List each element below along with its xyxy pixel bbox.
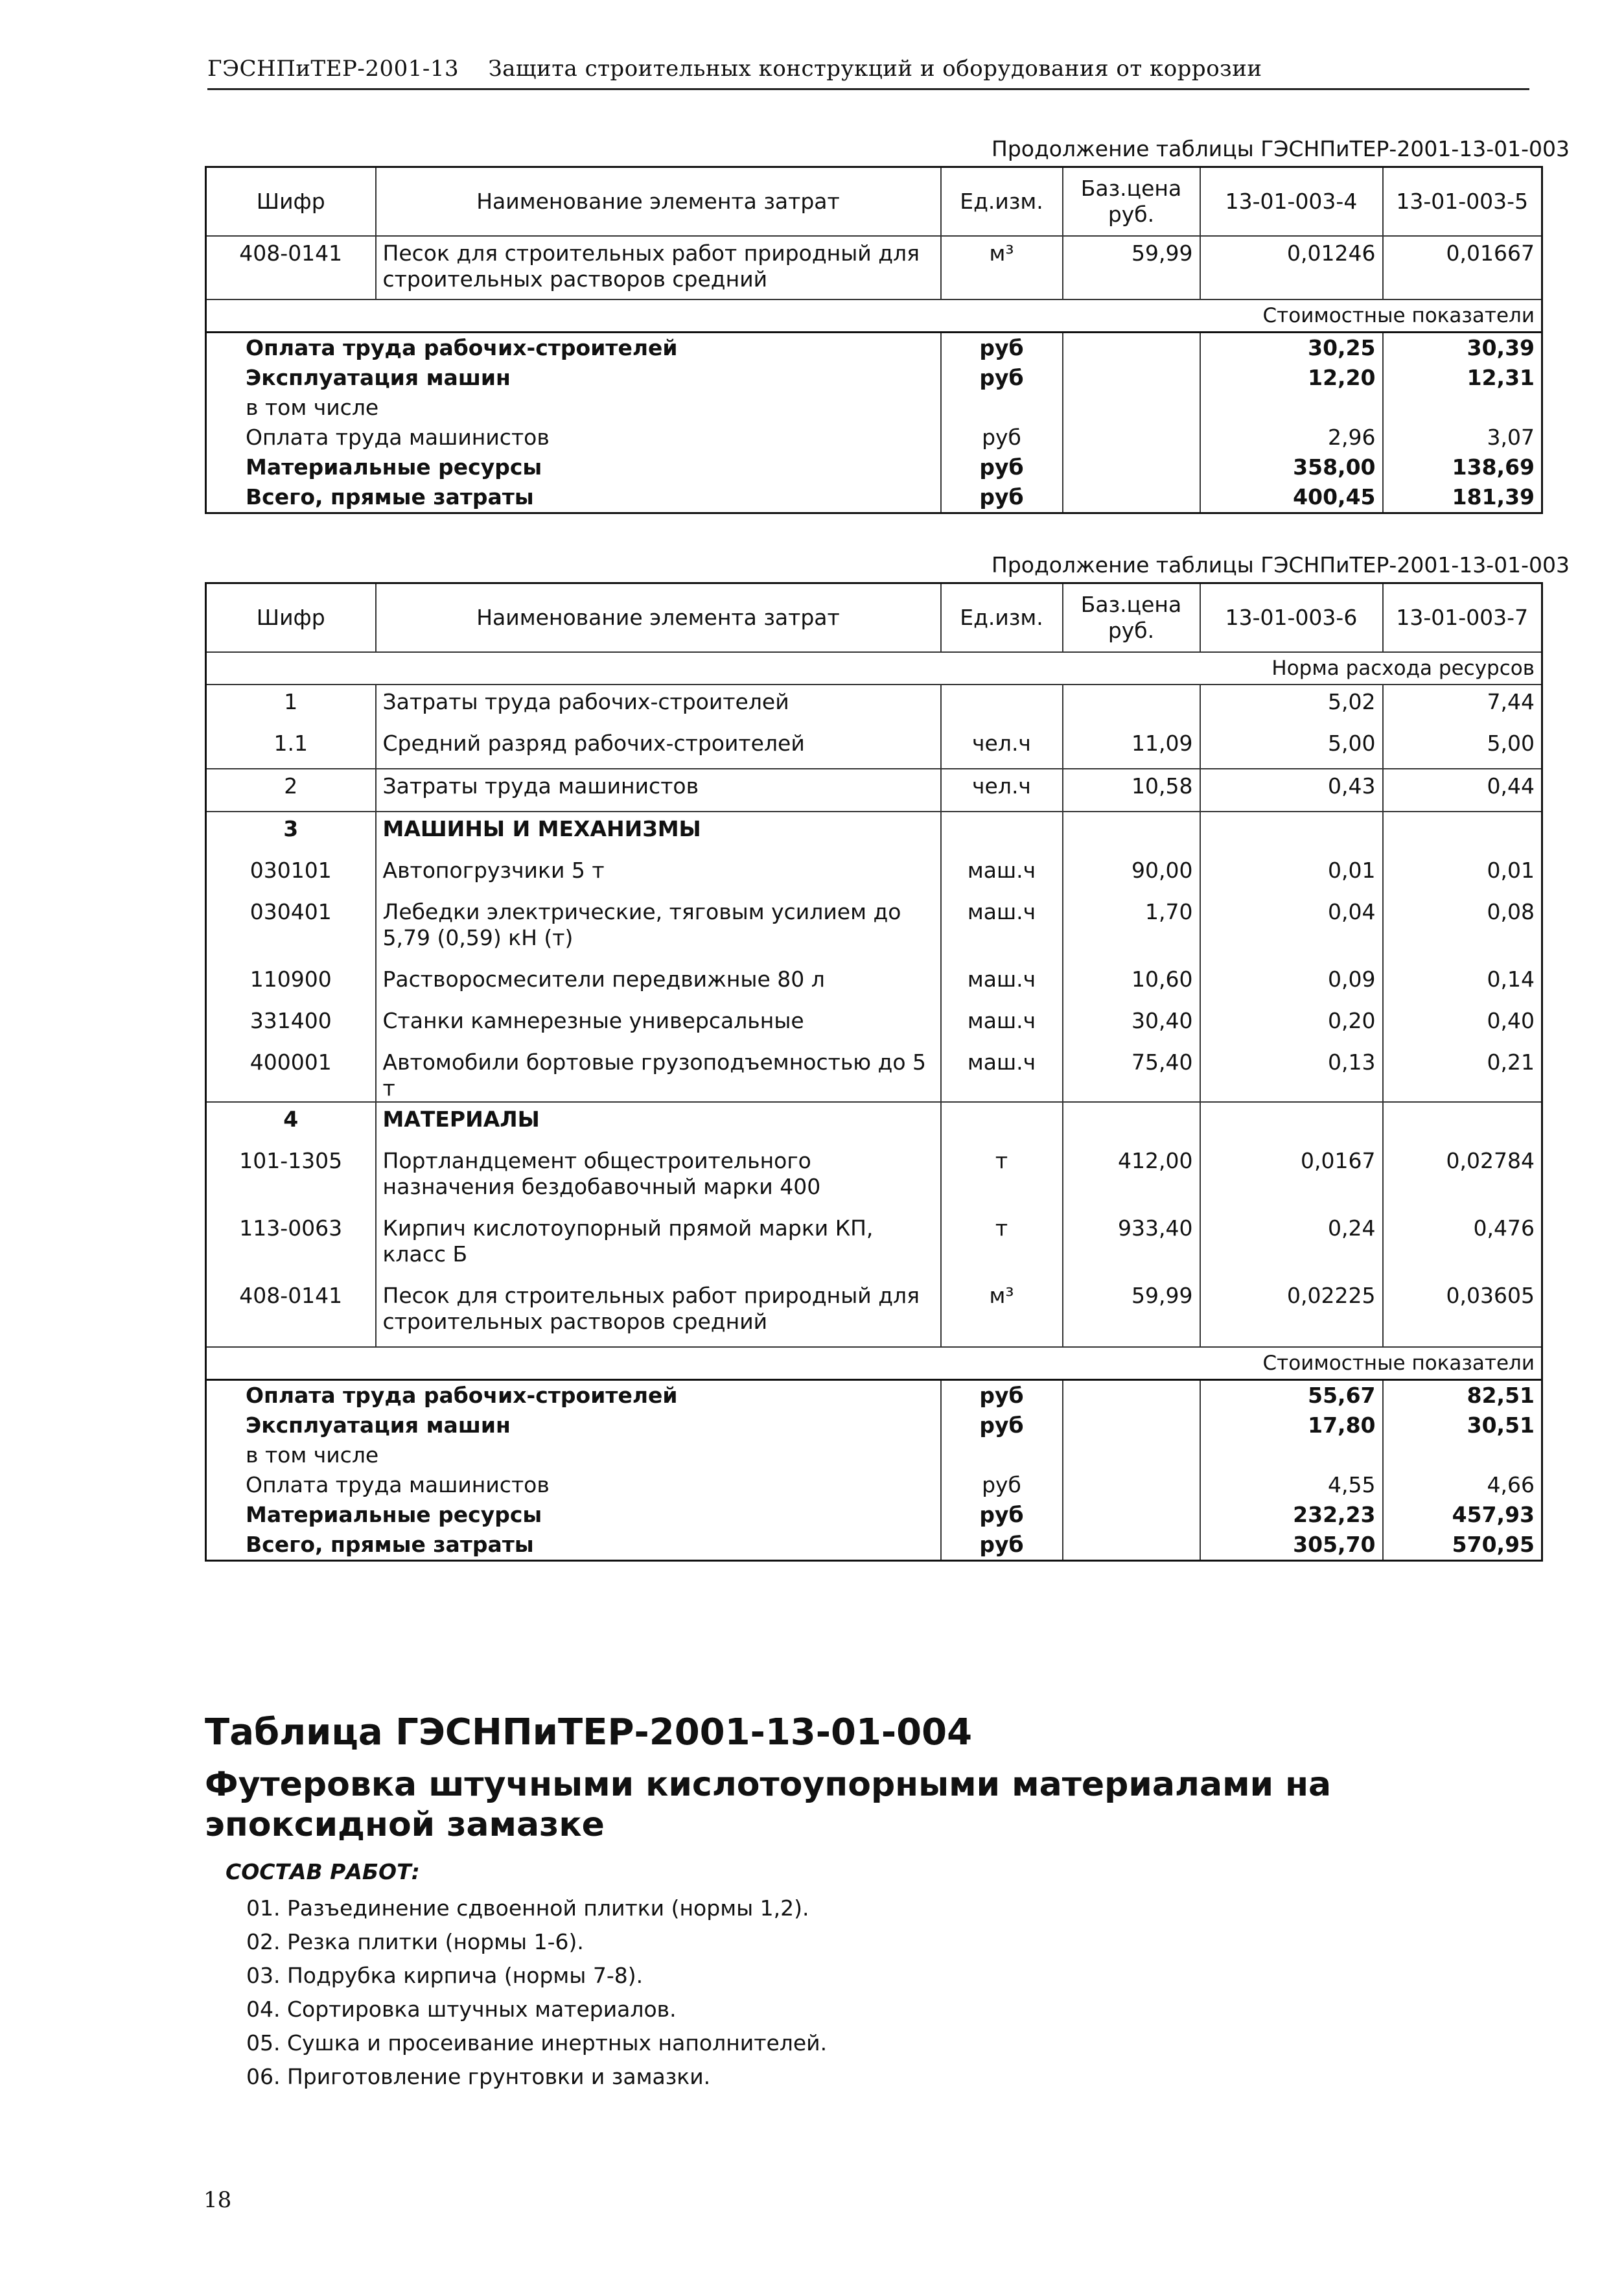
table-row <box>206 236 1542 299</box>
works-item: 03. Подрубка кирпича (нормы 7-8). <box>246 1963 644 1988</box>
cost-value: 181,39 <box>1383 482 1542 513</box>
table-row <box>206 895 1542 963</box>
row-value: 0,01 <box>1487 858 1535 883</box>
row-code: 331400 <box>206 1004 376 1046</box>
cost-value <box>1383 1440 1542 1470</box>
cost-unit <box>941 1440 1063 1470</box>
row-value: 5,02 <box>1200 685 1383 727</box>
row-unit: т <box>941 1212 1063 1279</box>
row-code: 110900 <box>206 963 376 1004</box>
cost-value: 138,69 <box>1383 452 1542 482</box>
cost-name: Всего, прямые затраты <box>206 1530 941 1561</box>
row-value: 0,13 <box>1200 1046 1383 1102</box>
table-row <box>206 963 1542 1004</box>
cost-value <box>1383 393 1542 423</box>
row-code: 400001 <box>206 1046 376 1102</box>
table-row <box>206 1102 1542 1144</box>
row-code: 030101 <box>206 854 376 895</box>
cost-row <box>206 1500 1542 1530</box>
row-name: МАШИНЫ И МЕХАНИЗМЫ <box>376 812 941 854</box>
row-value: 0,08 <box>1487 899 1535 924</box>
cost-value: 2,96 <box>1200 423 1383 452</box>
cost-value: 400,45 <box>1200 482 1383 513</box>
column-header: Шифр <box>206 583 376 653</box>
column-header: Баз.цена руб. <box>1063 167 1200 237</box>
column-header: Баз.цена руб. <box>1063 583 1200 653</box>
table-row <box>206 1279 1542 1347</box>
row-name: Средний разряд рабочих-строителей <box>376 727 941 769</box>
cost-value: 55,67 <box>1200 1380 1383 1411</box>
row-value: 5,00 <box>1487 731 1535 756</box>
cost-row <box>206 482 1542 513</box>
row-value: 0,40 <box>1487 1008 1535 1033</box>
column-header: Ед.изм. <box>941 583 1063 653</box>
row-price: 10,60 <box>1063 963 1200 1004</box>
row-value: 0,02784 <box>1446 1148 1535 1173</box>
cost-label-row-text: Стоимостные показатели <box>1200 1347 1542 1380</box>
running-header <box>207 56 1529 90</box>
row-name: Автопогрузчики 5 т <box>376 854 941 895</box>
row-value: 0,0167 <box>1200 1144 1383 1212</box>
row-value: 0,44 <box>1383 769 1542 812</box>
row-value: 0,01246 <box>1200 236 1383 299</box>
cost-row <box>206 1411 1542 1440</box>
cost-row <box>206 393 1542 423</box>
cost-value: 12,20 <box>1200 363 1383 393</box>
row-price <box>1063 1102 1200 1144</box>
cost-name: Оплата труда рабочих-строителей <box>206 333 941 364</box>
row-code: 1 <box>206 685 376 727</box>
cost-unit: руб <box>941 333 1063 364</box>
row-name: Песок для строительных работ природный для строительных растворов средний <box>376 1279 941 1347</box>
row-price <box>1063 812 1200 854</box>
table-row <box>206 1212 1542 1279</box>
row-name: Затраты труда рабочих-строителей <box>376 685 941 727</box>
cost-unit: руб <box>941 1380 1063 1411</box>
cost-row <box>206 1440 1542 1470</box>
table-row <box>206 854 1542 895</box>
row-price: 59,99 <box>1063 236 1200 299</box>
works-heading: СОСТАВ РАБОТ: <box>226 1859 420 1884</box>
cost-value: 3,07 <box>1383 423 1542 452</box>
row-price: 90,00 <box>1063 854 1200 895</box>
cost-name: Оплата труда машинистов <box>246 1472 550 1497</box>
cost-name: Оплата труда машинистов <box>246 425 550 450</box>
column-header: Ед.изм. <box>941 167 1063 237</box>
cost-unit <box>941 393 1063 423</box>
norm-label-row <box>206 652 1542 685</box>
section-subtitle: Футеровка штучными кислотоупорными материалами на эпоксидной замазке <box>205 1765 1332 1844</box>
cost-name: Эксплуатация машин <box>246 1412 511 1438</box>
table1-continuation-note: Продолжение таблицы ГЭСНПиТЕР-2001-13-01-003 <box>992 136 1570 161</box>
column-header: 13-01-003-6 <box>1200 583 1383 653</box>
works-item: 01. Разъединение сдвоенной плитки (нормы 1,2). <box>246 1895 809 1921</box>
row-code: 2 <box>206 769 376 812</box>
table-header-row <box>206 167 1542 237</box>
cost-label-row-text: Стоимостные показатели <box>1200 299 1542 333</box>
table-row <box>206 727 1542 769</box>
table-row <box>206 1144 1542 1212</box>
row-unit <box>941 812 1063 854</box>
row-name: Автомобили бортовые грузоподъемностью до 5 т <box>376 1046 941 1102</box>
row-value: 5,00 <box>1200 727 1383 769</box>
row-unit: т <box>941 1144 1063 1212</box>
row-value: 7,44 <box>1383 685 1542 727</box>
row-value: 0,20 <box>1200 1004 1383 1046</box>
row-value <box>1383 812 1542 854</box>
row-unit: м³ <box>941 1279 1063 1347</box>
cost-unit: руб <box>941 452 1063 482</box>
row-price: 933,40 <box>1063 1212 1200 1279</box>
row-unit <box>941 685 1063 727</box>
row-price <box>1063 685 1200 727</box>
section-title: Таблица ГЭСНПиТЕР-2001-13-01-004 <box>205 1711 973 1753</box>
row-price: 1,70 <box>1063 895 1200 963</box>
row-value: 0,03605 <box>1446 1283 1535 1308</box>
row-value <box>1200 1102 1383 1144</box>
cost-name: в том числе <box>246 395 379 420</box>
works-item: 02. Резка плитки (нормы 1-6). <box>246 1929 584 1954</box>
works-item: 06. Приготовление грунтовки и замазки. <box>246 2064 711 2089</box>
row-unit: маш.ч <box>941 1004 1063 1046</box>
cost-value: 12,31 <box>1383 363 1542 393</box>
cost-name: Материальные ресурсы <box>246 454 542 480</box>
row-name: Кирпич кислотоупорный прямой марки КП, класс Б <box>376 1212 941 1279</box>
cost-value: 232,23 <box>1200 1500 1383 1530</box>
row-name: Лебедки электрические, тяговым усилием до 5,79 (0,59) кН (т) <box>376 895 941 963</box>
cost-name: в том числе <box>246 1442 379 1468</box>
cost-unit: руб <box>941 482 1063 513</box>
row-price: 59,99 <box>1063 1279 1200 1347</box>
cost-value: 570,95 <box>1383 1530 1542 1561</box>
row-unit: маш.ч <box>941 963 1063 1004</box>
column-header: 13-01-003-5 <box>1383 167 1542 237</box>
row-code: 408-0141 <box>206 1279 376 1347</box>
row-unit: чел.ч <box>941 727 1063 769</box>
cost-value <box>1200 1440 1383 1470</box>
row-code: 101-1305 <box>206 1144 376 1212</box>
cost-unit: руб <box>941 1411 1063 1440</box>
cost-row <box>206 452 1542 482</box>
cost-row <box>206 423 1542 452</box>
row-value: 0,02225 <box>1200 1279 1383 1347</box>
row-unit: чел.ч <box>941 769 1063 812</box>
header-title: Защита строительных конструкций и оборудования от коррозии <box>488 56 1262 82</box>
table-row <box>206 769 1542 812</box>
cost-unit: руб <box>941 1530 1063 1561</box>
row-name: Станки камнерезные универсальные <box>376 1004 941 1046</box>
cost-value: 457,93 <box>1383 1500 1542 1530</box>
row-unit: маш.ч <box>941 1046 1063 1102</box>
row-code: 113-0063 <box>206 1212 376 1279</box>
table-row <box>206 812 1542 854</box>
column-header: Шифр <box>206 167 376 237</box>
row-price: 412,00 <box>1063 1144 1200 1212</box>
row-unit: маш.ч <box>941 854 1063 895</box>
cost-row <box>206 1470 1542 1500</box>
row-code: 408-0141 <box>206 236 376 299</box>
cost-value: 4,55 <box>1200 1470 1383 1500</box>
cost-value: 358,00 <box>1200 452 1383 482</box>
row-value: 0,01 <box>1200 854 1383 895</box>
row-value: 0,09 <box>1200 963 1383 1004</box>
row-price: 30,40 <box>1063 1004 1200 1046</box>
row-name: Портландцемент общестроительного назначения бездобавочный марки 400 <box>376 1144 941 1212</box>
row-name: Растворосмесители передвижные 80 л <box>376 963 941 1004</box>
cost-value: 30,25 <box>1200 333 1383 364</box>
cost-value: 82,51 <box>1383 1380 1542 1411</box>
cost-value: 305,70 <box>1200 1530 1383 1561</box>
column-header: Наименование элемента затрат <box>376 583 941 653</box>
cost-unit: руб <box>941 1500 1063 1530</box>
cost-unit: руб <box>941 423 1063 452</box>
row-unit: м³ <box>941 236 1063 299</box>
cost-value: 30,51 <box>1383 1411 1542 1440</box>
table-row <box>206 1004 1542 1046</box>
table-header-row <box>206 583 1542 653</box>
table2 <box>205 582 1543 1562</box>
row-price: 11,09 <box>1063 727 1200 769</box>
norm-label-row-text: Норма расхода ресурсов <box>1200 652 1542 685</box>
row-unit: маш.ч <box>941 895 1063 963</box>
row-value: 0,01667 <box>1383 236 1542 299</box>
works-item: 04. Сортировка штучных материалов. <box>246 1997 677 2022</box>
cost-unit: руб <box>941 1470 1063 1500</box>
works-item: 05. Сушка и просеивание инертных наполнителей. <box>246 2030 828 2056</box>
row-value <box>1383 1102 1542 1144</box>
row-value <box>1200 812 1383 854</box>
table1 <box>205 166 1543 514</box>
cost-row <box>206 363 1542 393</box>
cost-unit: руб <box>941 363 1063 393</box>
row-price: 10,58 <box>1063 769 1200 812</box>
cost-value: 17,80 <box>1200 1411 1383 1440</box>
header-code: ГЭСНПиТЕР-2001-13 <box>207 56 459 82</box>
works-list <box>246 1892 827 2094</box>
cost-name: Всего, прямые затраты <box>206 482 941 513</box>
table-row <box>206 685 1542 727</box>
row-name: Песок для строительных работ природный для строительных растворов средний <box>376 236 941 299</box>
column-header: 13-01-003-7 <box>1383 583 1542 653</box>
page-number: 18 <box>203 2187 232 2213</box>
row-value: 0,21 <box>1487 1049 1535 1075</box>
cost-row <box>206 333 1542 364</box>
row-value: 0,476 <box>1473 1215 1535 1241</box>
cost-label-row <box>206 299 1542 333</box>
cost-value <box>1200 393 1383 423</box>
row-code: 3 <box>206 812 376 854</box>
row-value: 0,24 <box>1200 1212 1383 1279</box>
cost-value: 30,39 <box>1383 333 1542 364</box>
cost-name: Оплата труда рабочих-строителей <box>206 1380 941 1411</box>
cost-name: Материальные ресурсы <box>246 1502 542 1527</box>
row-value: 0,43 <box>1200 769 1383 812</box>
row-code: 4 <box>206 1102 376 1144</box>
cost-label-row <box>206 1347 1542 1380</box>
cost-row <box>206 1530 1542 1561</box>
row-value: 0,14 <box>1487 967 1535 992</box>
row-name: Затраты труда машинистов <box>376 769 941 812</box>
row-code: 030401 <box>206 895 376 963</box>
row-price: 75,40 <box>1063 1046 1200 1102</box>
table2-continuation-note: Продолжение таблицы ГЭСНПиТЕР-2001-13-01-003 <box>992 552 1570 578</box>
cost-row <box>206 1380 1542 1411</box>
row-value: 0,04 <box>1200 895 1383 963</box>
row-name: МАТЕРИАЛЫ <box>376 1102 941 1144</box>
table-row <box>206 1046 1542 1102</box>
column-header: Наименование элемента затрат <box>376 167 941 237</box>
row-code: 1.1 <box>206 727 376 769</box>
column-header: 13-01-003-4 <box>1200 167 1383 237</box>
cost-name: Эксплуатация машин <box>246 365 511 390</box>
cost-value: 4,66 <box>1383 1470 1542 1500</box>
row-unit <box>941 1102 1063 1144</box>
